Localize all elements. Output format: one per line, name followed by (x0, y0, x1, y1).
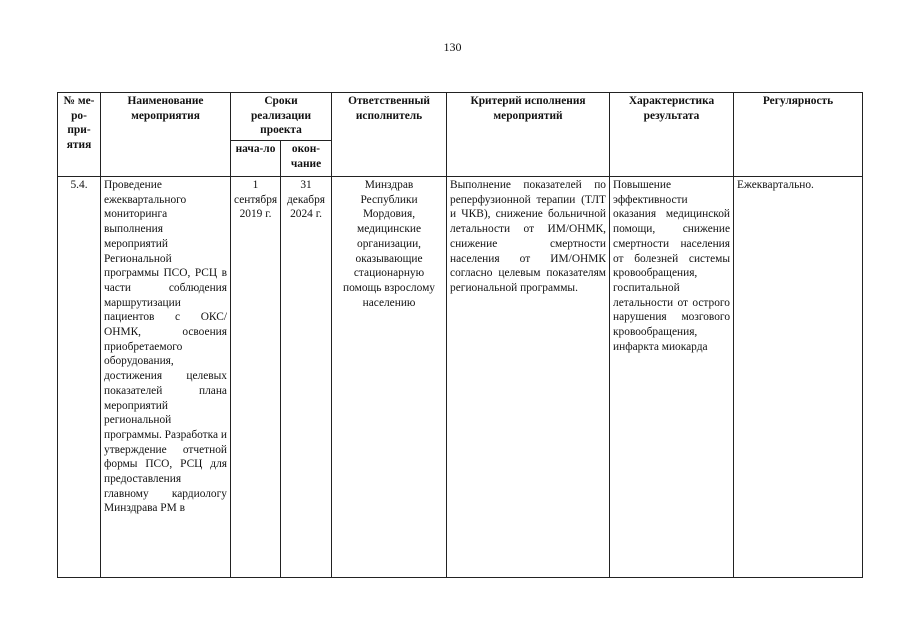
header-start: нача-ло (231, 141, 281, 177)
activities-table (57, 92, 863, 578)
header-executor: Ответственный исполнитель (332, 93, 447, 177)
cell-number: 5.4. (58, 177, 101, 578)
header-number: № ме-ро-при-ятия (58, 93, 101, 177)
table-row (58, 177, 863, 578)
page-number: 130 (443, 40, 462, 54)
header-criterion: Критерий исполнения мероприятий (447, 93, 610, 177)
cell-criterion: Выполнение показателей по реперфузионной терапии (ТЛТ и ЧКВ), снижение больничной летальности от ИМ/ОНМК, снижение смертности населения от ИМ/ОНМК согласно целевым показателям региональной программы. (447, 177, 610, 578)
cell-result: Повышение эффективности оказания медицинской помощи, снижение смертности населения от болезней системы кровообращения, госпитальной летальности от острого нарушения мозгового кровообращения, инфаркта миокарда (610, 177, 734, 578)
header-result: Характеристика результата (610, 93, 734, 177)
cell-name: Проведение ежеквартального мониторинга выполнения мероприятий Региональной программы ПСО, РСЦ в части соблюдения маршрутизации пациентов с ОКС/ОНМК, освоения приобретаемого оборудования, достижения целевых показателей плана мероприятий региональной программы. Разработка и утверждение отчетной формы ПСО, РСЦ для предоставления главному кардиологу Минздрава РМ в (101, 177, 231, 578)
header-name: Наименование мероприятия (101, 93, 231, 177)
cell-start: 1 сентября 2019 г. (231, 177, 281, 578)
cell-executor: Минздрав Республики Мордовия, медицинские организации, оказывающие стационарную помощь взрослому населению (332, 177, 447, 578)
header-terms: Сроки реализации проекта (231, 93, 332, 141)
cell-regularity: Ежеквартально. (734, 177, 863, 578)
header-row (58, 93, 863, 141)
header-end: окон-чание (281, 141, 332, 177)
cell-end: 31 декабря 2024 г. (281, 177, 332, 578)
header-regularity: Регулярность (734, 93, 863, 177)
